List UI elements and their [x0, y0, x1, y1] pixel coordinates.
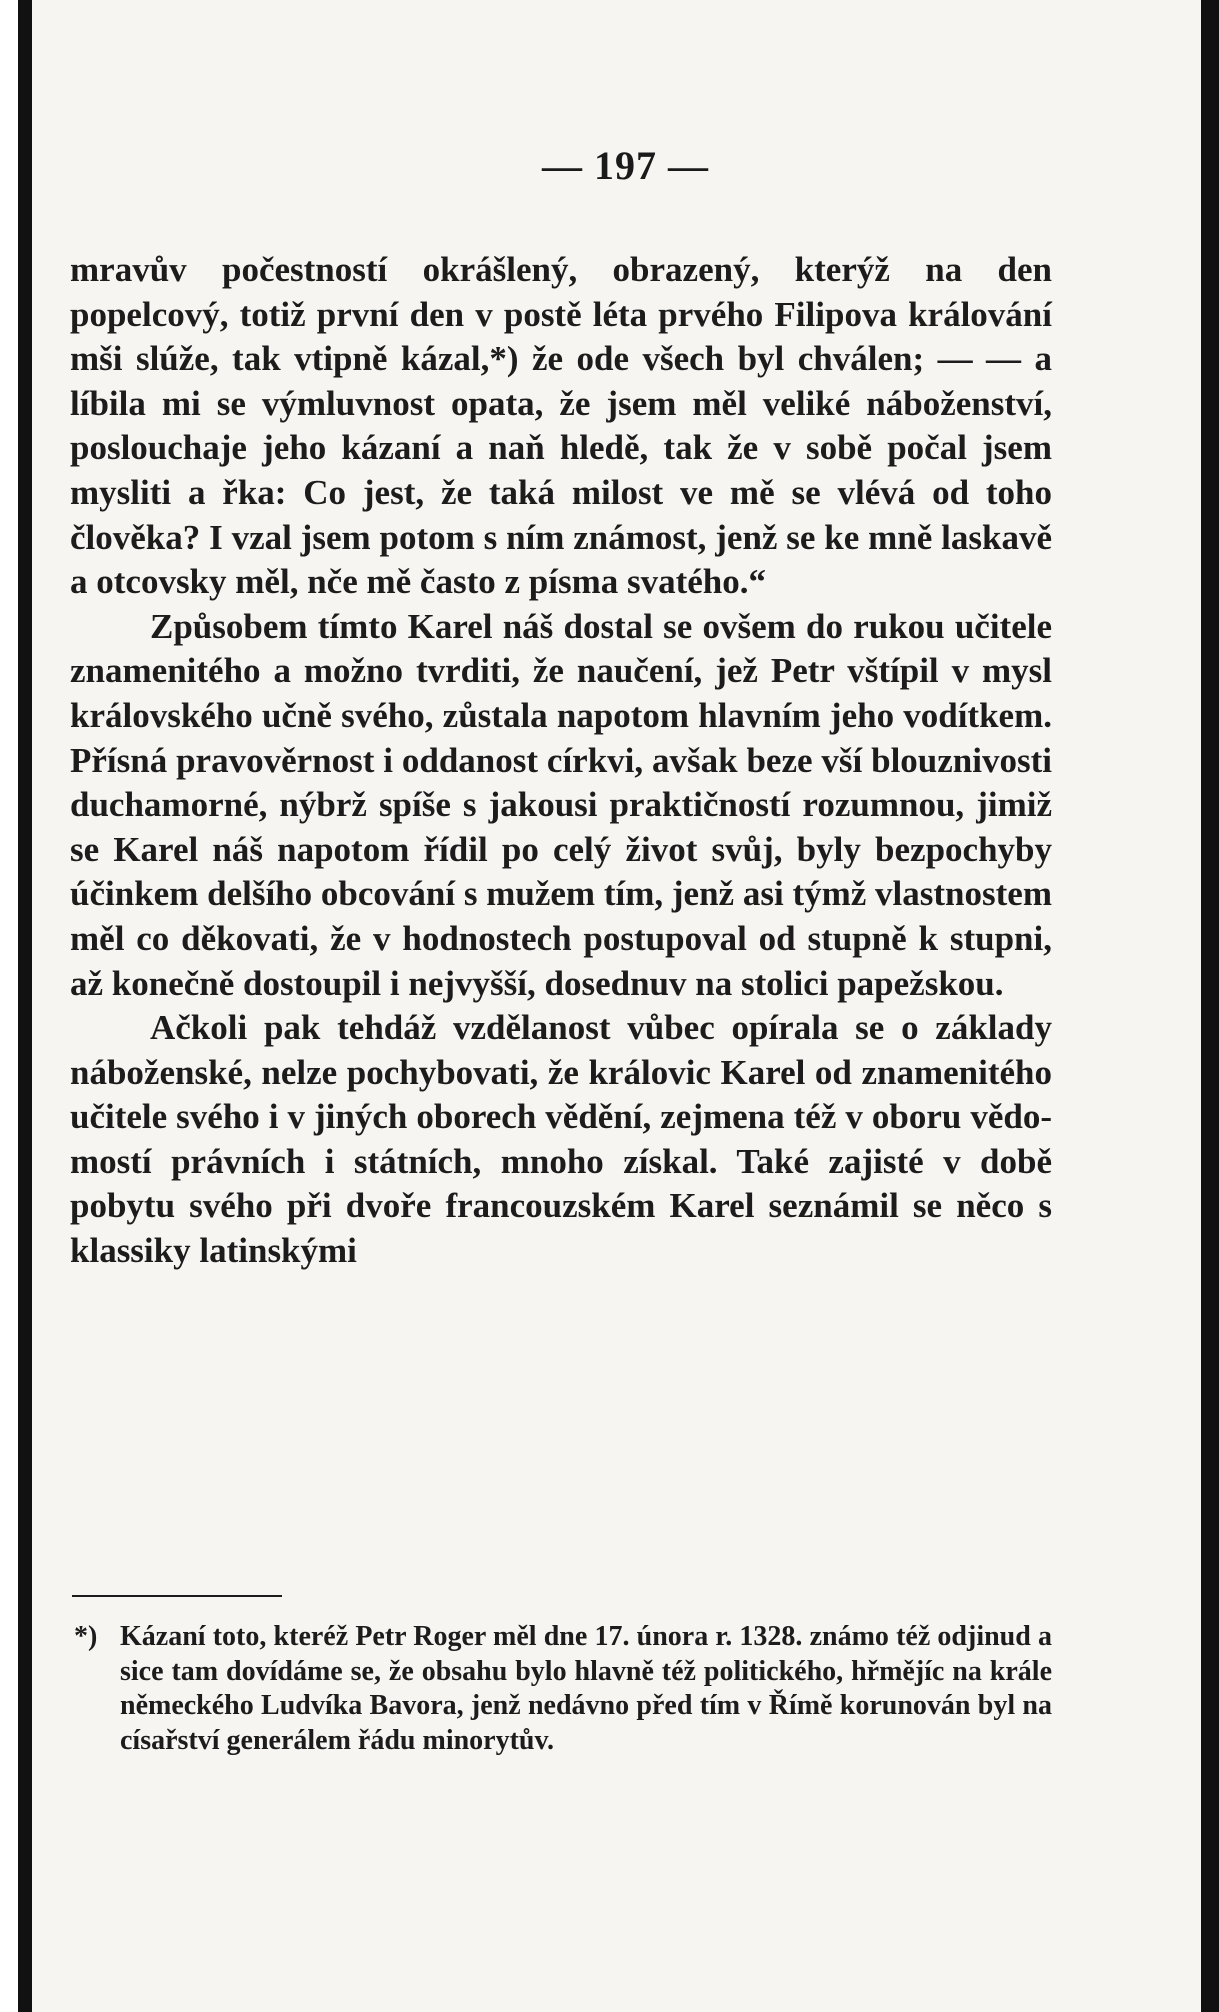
- left-margin: [0, 0, 14, 2012]
- footnote-rule: [72, 1595, 282, 1597]
- page-number: — 197 —: [542, 143, 709, 188]
- binding-gutter: [18, 0, 32, 2012]
- footnote-text: Kázaní toto, kteréž Petr Roger měl dne 17. února r. 1328. známo též odjinud a sice tam dovídáme se, že obsahu bylo hlavně též politického, hřmějíc na krále německého Ludvíka Bavora, jenž nedávno před tím v Římě korunován byl na císařství generálem řádu minorytův.: [120, 1621, 1052, 1756]
- paragraph-3: Ačkoli pak tehdáž vzdělanost vůbec opírala se o základy náboženské, nelze pochybovati, že královic Karel od znamenitého učitele svého i v jiných oborech vědění, zejmena též v oboru vědomostí právních i státních, mnoho získal. Také zajisté v době pobytu svého při dvoře francouzském Karel seznámil se něco s klassiky latinskými: [70, 1008, 1052, 1271]
- body-text: [70, 248, 1052, 1274]
- paragraph-2: Způsobem tímto Karel náš dostal se ovšem do rukou učitele znamenitého a možno tvrditi, že naučení, jež Petr vštípil v mysl královského učně svého, zůstala napotom hlavním jeho vodítkem. Přísná pravověrnost i oddanost církvi, avšak beze vší blouznivosti duchamorné, nýbrž spíše s jakousi praktičností rozumnou, jimiž se Karel náš napotom řídil po celý život svůj, byly bezpochyby účinkem delšího obcování s mužem tím, jenž asi týmž vlastnostem měl co děkovati, že v hodnostech postupoval od stupně k stupni, až konečně dostoupil i nejvyšší, dosednuv na stolici papežskou.: [70, 606, 1052, 1003]
- paragraph-1: mravův počestností okrášlený, obrazený, kterýž na den popelcový, totiž první den v postě léta prvého Filipova králování mši slúže, tak vtipně kázal,*) že ode všech byl chválen; — — a líbila mi se výmluvnost opata, že jsem měl veliké náboženství, poslouchaje jeho kázaní a naň hledě, tak že v sobě počal jsem mysliti a řka: Co jest, že taká milost ve mě se vlévá od toho člověka? I vzal jsem potom s ním známost, jenž se ke mně laskavě a otcovsky měl, nče mě často z písma svatého.“: [70, 250, 1052, 602]
- footnote: [74, 1620, 1052, 1758]
- book-page: [32, 0, 1219, 2012]
- footnote-marker: *): [74, 1621, 98, 1652]
